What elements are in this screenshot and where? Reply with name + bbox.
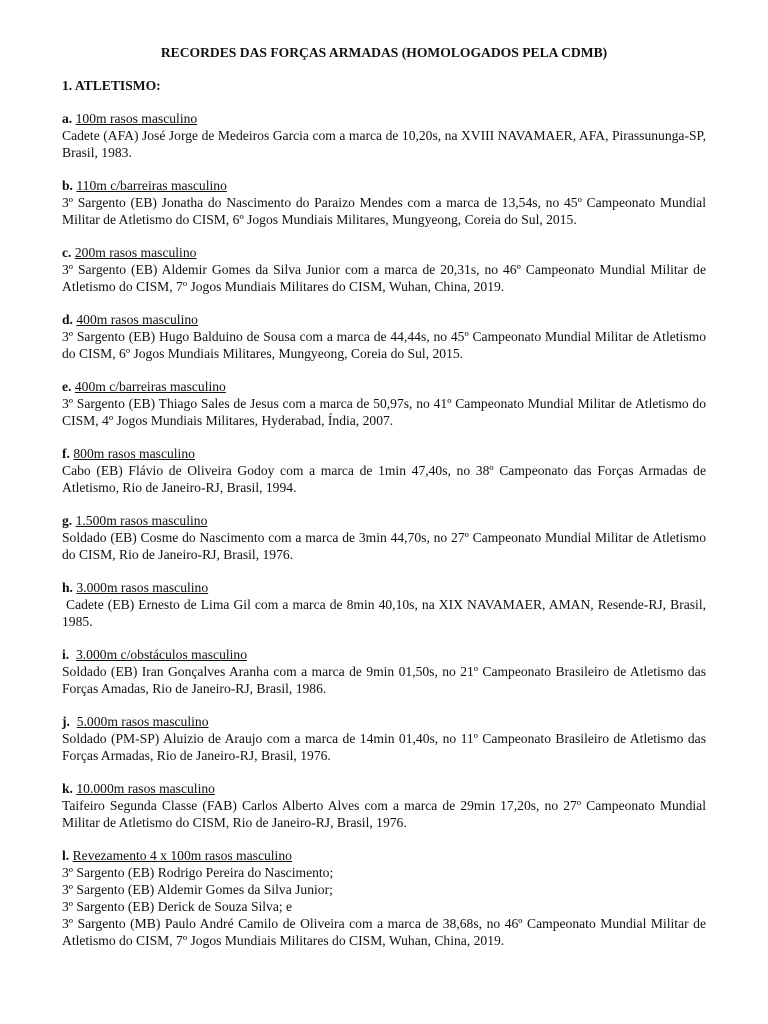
record-entry-110m-hurdles bbox=[62, 177, 706, 228]
event-name: Revezamento 4 x 100m rasos masculino bbox=[72, 848, 292, 863]
record-description: 3º Sargento (MB) Paulo André Camilo de Oliveira com a marca de 38,68s, no 46º Campeonato Mundial Militar de Atletismo do CISM, 7º Jogos Mundiais Militares do CISM, Wuhan, China, 2019. bbox=[62, 916, 706, 948]
event-name: 100m rasos masculino bbox=[75, 111, 198, 126]
entry-heading bbox=[62, 579, 706, 596]
entry-heading bbox=[62, 445, 706, 462]
event-name: 800m rasos masculino bbox=[73, 446, 195, 461]
entry-letter: i. bbox=[62, 647, 70, 662]
entry-heading bbox=[62, 847, 706, 864]
record-description: Cadete (EB) Ernesto de Lima Gil com a marca de 8min 40,10s, na XIX NAVAMAER, AMAN, Resende-RJ, Brasil, 1985. bbox=[62, 597, 706, 629]
record-description: Soldado (PM-SP) Aluizio de Araujo com a marca de 14min 01,40s, no 11º Campeonato Brasileiro de Atletismo das Forças Armadas, Rio de Janeiro-RJ, Brasil, 1976. bbox=[62, 731, 706, 763]
record-entry-800m bbox=[62, 445, 706, 496]
entry-letter: e. bbox=[62, 379, 72, 394]
event-name: 3.000m c/obstáculos masculino bbox=[75, 647, 248, 662]
entry-letter: j. bbox=[62, 714, 70, 729]
entry-letter: k. bbox=[62, 781, 73, 796]
record-entry-10000m bbox=[62, 780, 706, 831]
record-entry-3000m bbox=[62, 579, 706, 630]
event-name: 400m rasos masculino bbox=[76, 312, 198, 327]
record-entry-200m bbox=[62, 244, 706, 295]
entry-heading bbox=[62, 244, 706, 261]
entry-heading bbox=[62, 713, 706, 730]
entry-letter: a. bbox=[62, 111, 73, 126]
entry-letter: l. bbox=[62, 848, 70, 863]
record-description: 3º Sargento (EB) Thiago Sales de Jesus com a marca de 50,97s, no 41º Campeonato Mundial Militar de Atletismo do CISM, 4º Jogos Mundiais Militares, Hyderabad, Índia, 2007. bbox=[62, 396, 706, 428]
record-description: Taifeiro Segunda Classe (FAB) Carlos Alberto Alves com a marca de 29min 17,20s, no 27º Campeonato Mundial Militar de Atletismo do CISM, Rio de Janeiro-RJ, Brasil, 1976. bbox=[62, 798, 706, 830]
entry-letter: h. bbox=[62, 580, 73, 595]
event-name: 1.500m rasos masculino bbox=[75, 513, 208, 528]
entry-letter: c. bbox=[62, 245, 72, 260]
record-entry-400m bbox=[62, 311, 706, 362]
entry-heading bbox=[62, 646, 706, 663]
entry-heading bbox=[62, 512, 706, 529]
record-description: Soldado (EB) Cosme do Nascimento com a marca de 3min 44,70s, no 27º Campeonato Mundial Militar de Atletismo do CISM, Rio de Janeiro-RJ, Brasil, 1976. bbox=[62, 530, 706, 562]
entry-letter: d. bbox=[62, 312, 73, 327]
entry-heading bbox=[62, 780, 706, 797]
relay-member: 3º Sargento (EB) Derick de Souza Silva; e bbox=[62, 899, 293, 914]
record-description: 3º Sargento (EB) Aldemir Gomes da Silva Junior com a marca de 20,31s, no 46º Campeonato Mundial Militar de Atletismo do CISM, 7º Jogos Mundiais Militares do CISM, Wuhan, China, 2019. bbox=[62, 262, 706, 294]
document-title: RECORDES DAS FORÇAS ARMADAS (HOMOLOGADOS PELA CDMB) bbox=[160, 45, 608, 60]
entry-heading bbox=[62, 110, 706, 127]
entry-letter: b. bbox=[62, 178, 73, 193]
event-name: 5.000m rasos masculino bbox=[76, 714, 209, 729]
entry-heading bbox=[62, 378, 706, 395]
record-entry-100m bbox=[62, 110, 706, 161]
record-entry-5000m bbox=[62, 713, 706, 764]
relay-member: 3º Sargento (EB) Aldemir Gomes da Silva Junior; bbox=[62, 882, 333, 897]
event-name: 200m rasos masculino bbox=[74, 245, 197, 260]
record-description: Soldado (EB) Iran Gonçalves Aranha com a marca de 9min 01,50s, no 21º Campeonato Brasileiro de Atletismo das Forças Amadas, Rio de Janeiro-RJ, Brasil, 1986. bbox=[62, 664, 706, 696]
record-description: Cabo (EB) Flávio de Oliveira Godoy com a marca de 1min 47,40s, no 38º Campeonato das Forças Armadas de Atletismo, Rio de Janeiro-RJ, Brasil, 1994. bbox=[62, 463, 706, 495]
record-entry-400m-hurdles bbox=[62, 378, 706, 429]
event-name: 3.000m rasos masculino bbox=[76, 580, 209, 595]
entry-letter: g. bbox=[62, 513, 73, 528]
section-heading: 1. ATLETISMO: bbox=[62, 78, 161, 93]
record-description: 3º Sargento (EB) Hugo Balduino de Sousa com a marca de 44,44s, no 45º Campeonato Mundial Militar de Atletismo do CISM, 6º Jogos Mundiais Militares, Mungyeong, Coreia do Sul, 2015. bbox=[62, 329, 706, 361]
entry-heading bbox=[62, 177, 706, 194]
relay-member: 3º Sargento (EB) Rodrigo Pereira do Nascimento; bbox=[62, 865, 334, 880]
record-entry-1500m bbox=[62, 512, 706, 563]
event-name: 10.000m rasos masculino bbox=[76, 781, 215, 796]
entry-heading bbox=[62, 311, 706, 328]
event-name: 110m c/barreiras masculino bbox=[76, 178, 227, 193]
event-name: 400m c/barreiras masculino bbox=[74, 379, 226, 394]
entry-letter: f. bbox=[62, 446, 70, 461]
record-entry-3000m-steeplechase bbox=[62, 646, 706, 697]
record-description: Cadete (AFA) José Jorge de Medeiros Garcia com a marca de 10,20s, na XVIII NAVAMAER, AFA, Pirassununga-SP, Brasil, 1983. bbox=[62, 128, 706, 160]
record-description: 3º Sargento (EB) Jonatha do Nascimento do Paraizo Mendes com a marca de 13,54s, no 45º Campeonato Mundial Militar de Atletismo do CISM, 6º Jogos Mundiais Militares, Mungyeong, Coreia do Sul, 2015. bbox=[62, 195, 706, 227]
record-entry-relay-4x100m bbox=[62, 847, 706, 949]
